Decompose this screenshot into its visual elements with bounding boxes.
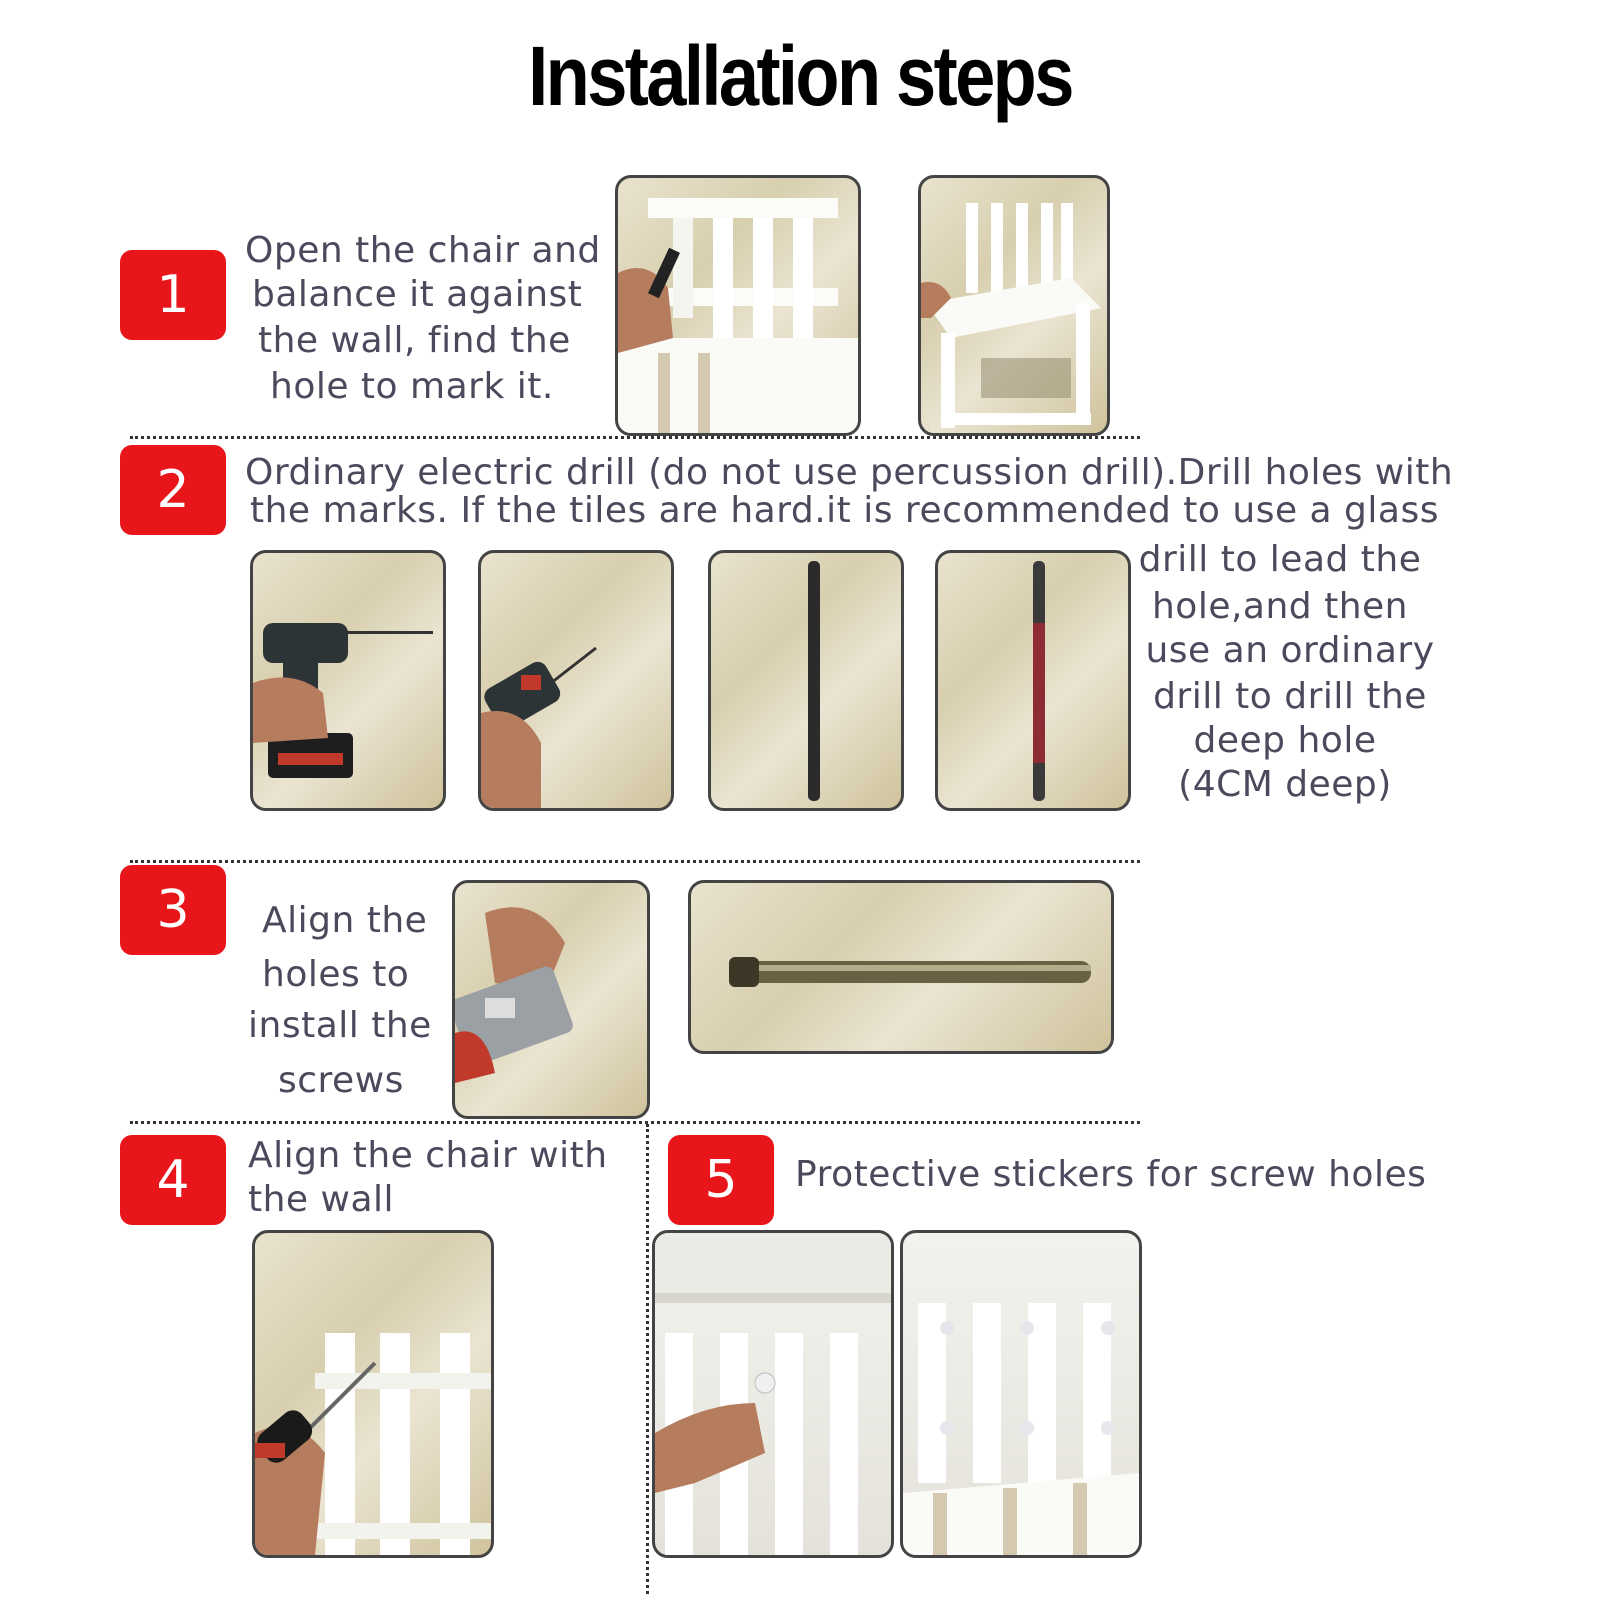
step-1-line: Open the chair and [245, 230, 601, 271]
page-title: Installation steps [528, 29, 1072, 123]
step-3-line: Align the [262, 900, 428, 941]
step-2-photo-glass-drill-bit [708, 550, 904, 811]
step-3-line: install the [248, 1005, 432, 1046]
step-1-line: hole to mark it. [270, 366, 554, 407]
step-2-photo-drilling-wall [478, 550, 674, 811]
divider [130, 436, 1140, 439]
step-2-line: the marks. If the tiles are hard.it is recommended to use a glass [250, 490, 1439, 531]
step-5-photo-apply-sticker [652, 1230, 894, 1558]
step-3-line: screws [278, 1060, 404, 1101]
step-2-side-line: drill to lead the [1138, 539, 1422, 580]
step-3-photo-drill-bit [688, 880, 1114, 1054]
divider-vertical [646, 1124, 649, 1594]
step-4-line: the wall [248, 1179, 395, 1220]
step-1-badge: 1 [120, 250, 226, 340]
step-1-line: balance it against [252, 274, 583, 315]
step-2-line: Ordinary electric drill (do not use percussion drill).Drill holes with [245, 452, 1454, 493]
step-2-photo-ordinary-drill-bit [935, 550, 1131, 811]
step-2-badge: 2 [120, 445, 226, 535]
step-2-side-line: use an ordinary [1145, 630, 1435, 671]
step-3-line: holes to [262, 954, 410, 995]
step-1-line: the wall, find the [258, 320, 571, 361]
step-2-side-line: hole,and then [1151, 586, 1408, 627]
step-1-photo-chair-against-wall [918, 175, 1110, 436]
step-2-side-line: drill to drill the [1153, 676, 1427, 717]
step-5-line: Protective stickers for screw holes [795, 1154, 1427, 1195]
step-4-badge: 4 [120, 1135, 226, 1225]
step-2-photo-cordless-drill [250, 550, 446, 811]
step-4-photo-screw-chair [252, 1230, 494, 1558]
step-3-photo-insert-anchor [452, 880, 650, 1119]
step-5-badge: 5 [668, 1135, 774, 1225]
step-1-photo-mark-hole [615, 175, 861, 436]
step-4-line: Align the chair with [248, 1135, 608, 1176]
step-2-side-line: deep hole [1193, 720, 1377, 761]
divider [130, 1121, 1140, 1124]
step-5-photo-stickers-applied [900, 1230, 1142, 1558]
step-3-badge: 3 [120, 865, 226, 955]
step-2-side-line: (4CM deep) [1178, 764, 1392, 805]
divider [130, 860, 1140, 863]
